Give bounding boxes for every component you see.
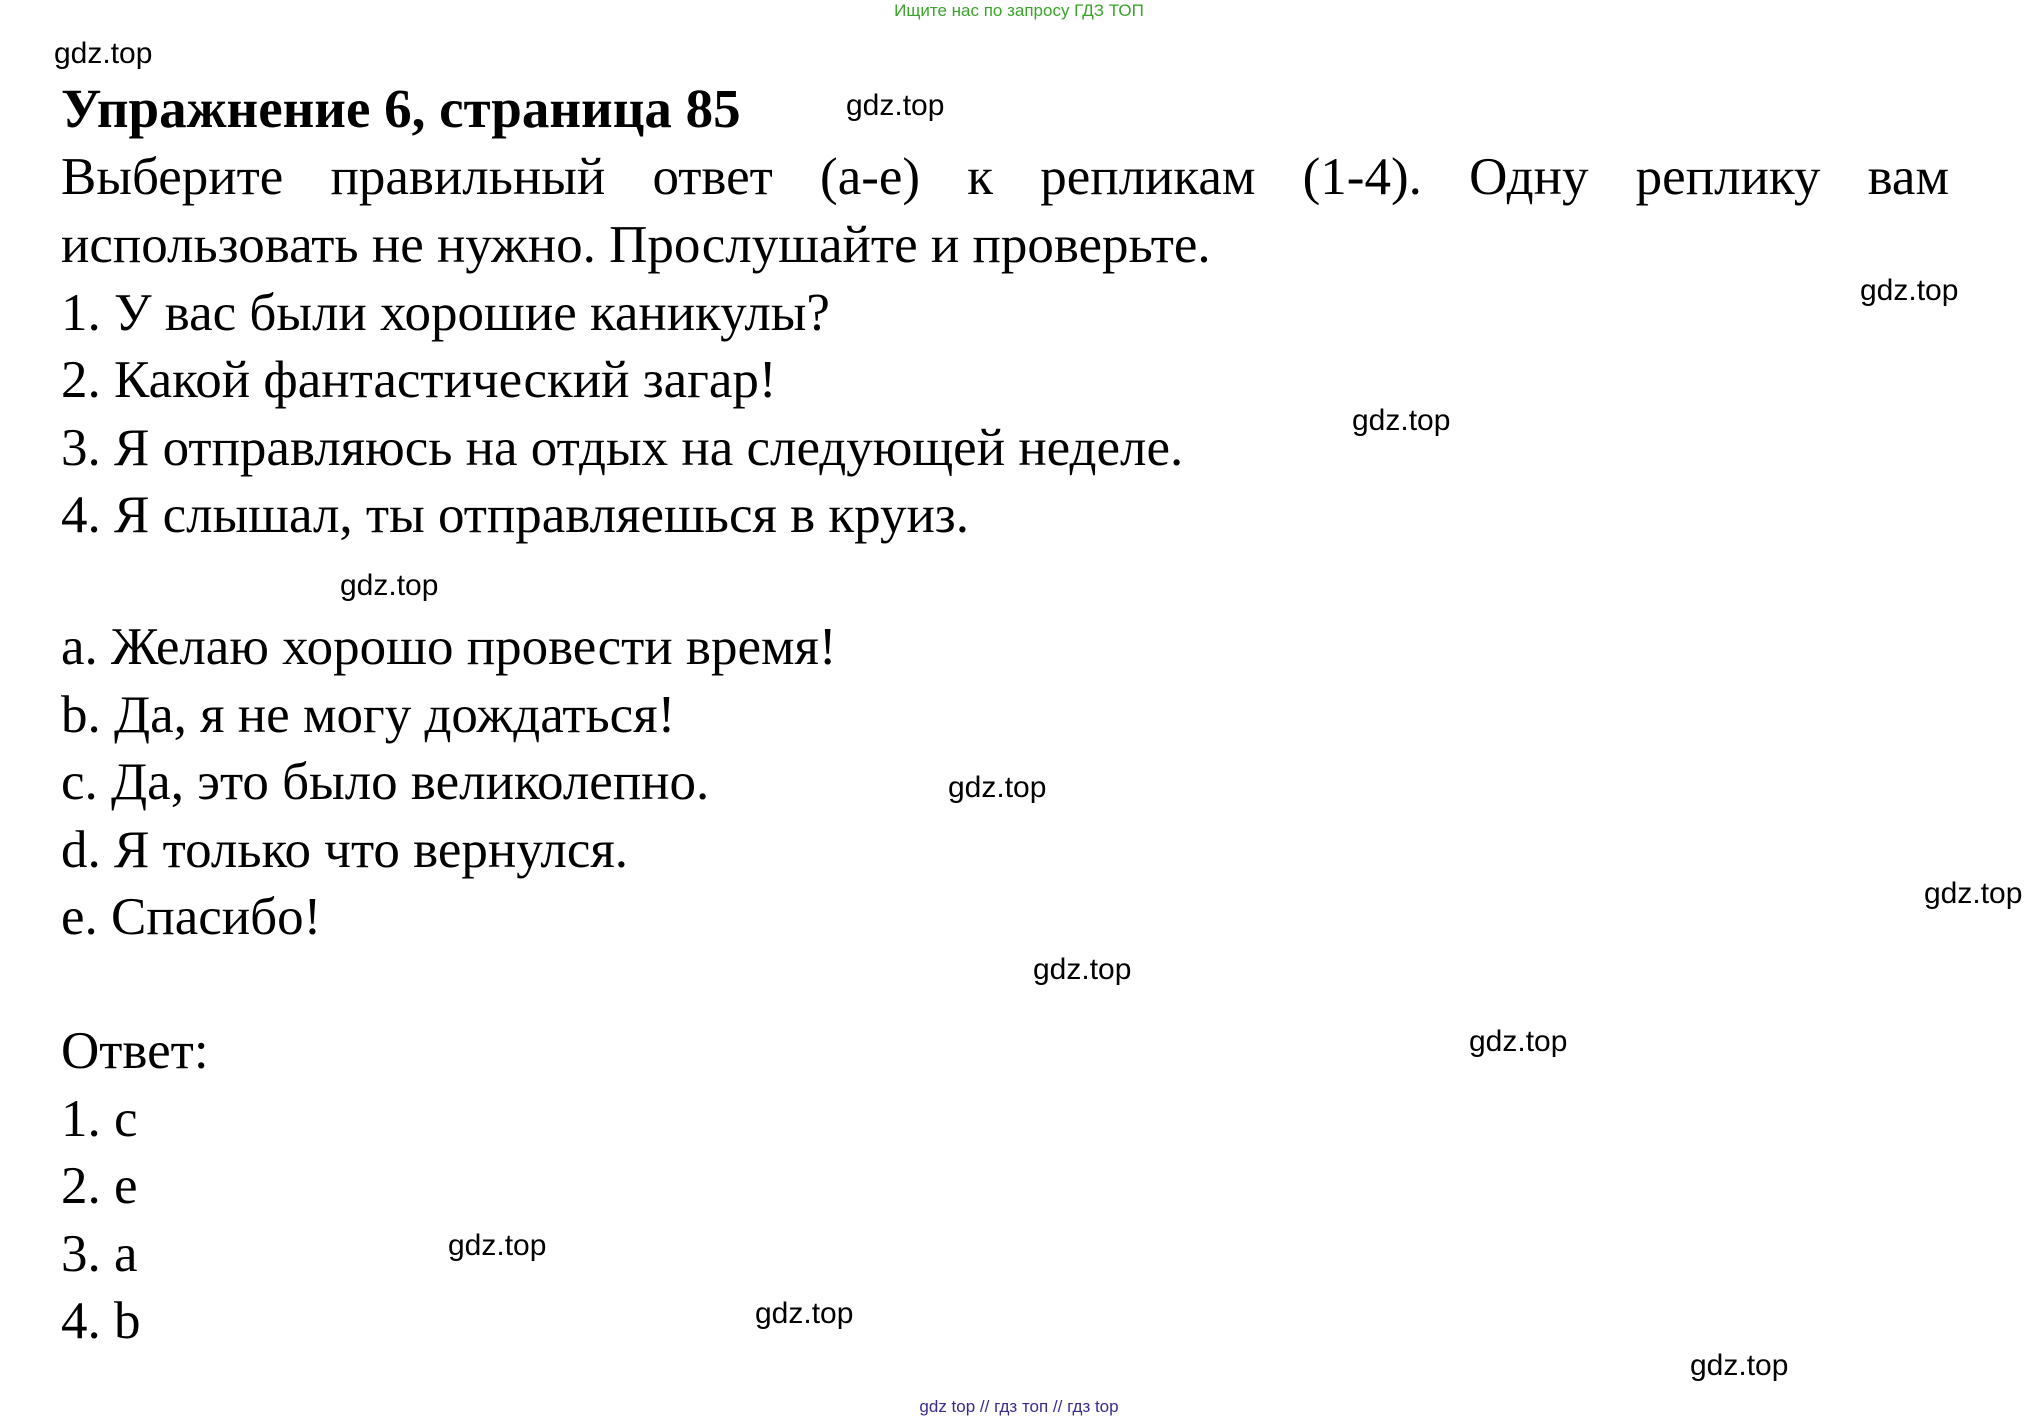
watermark: gdz.top — [846, 89, 945, 122]
response-item: d. Я только что вернулся. — [61, 821, 629, 879]
prompt-item: 4. Я слышал, ты отправляешься в круиз. — [61, 486, 969, 544]
response-item: c. Да, это было великолепно. — [61, 753, 710, 811]
instruction-line: Выберите правильный ответ (a-e) к репликам (1-4). Одну реплику вам — [61, 148, 1949, 206]
prompt-item: 2. Какой фантастический загар! — [61, 351, 777, 409]
answer-item: 2. e — [61, 1157, 138, 1215]
watermark: gdz.top — [54, 37, 153, 70]
footer-links[interactable]: gdz top // гдз топ // гдз top — [919, 1397, 1119, 1416]
watermark: gdz.top — [1690, 1349, 1789, 1382]
instruction — [61, 143, 1949, 279]
watermark: gdz.top — [1860, 274, 1959, 307]
response-item: a. Желаю хорошо провести время! — [61, 618, 837, 676]
response-item: e. Спасибо! — [61, 888, 322, 946]
exercise-title: Упражнение 6, страница 85 — [61, 78, 741, 139]
answer-item: 3. a — [61, 1225, 138, 1283]
prompt-item: 3. Я отправляюсь на отдых на следующей неделе. — [61, 419, 1184, 477]
answer-item: 4. b — [61, 1292, 141, 1350]
response-item: b. Да, я не могу дождаться! — [61, 686, 676, 744]
watermark: gdz.top — [448, 1229, 547, 1262]
watermark: gdz.top — [948, 771, 1047, 804]
instruction-line: использовать не нужно. Прослушайте и проверьте. — [61, 216, 1211, 274]
watermark: gdz.top — [1033, 953, 1132, 986]
watermark: gdz.top — [1924, 877, 2023, 910]
watermark: gdz.top — [1469, 1025, 1568, 1058]
prompt-item: 1. У вас были хорошие каникулы? — [61, 284, 830, 342]
watermark: gdz.top — [1352, 404, 1451, 437]
watermark: gdz.top — [755, 1297, 854, 1330]
search-banner[interactable]: Ищите нас по запросу ГДЗ ТОП — [894, 1, 1144, 20]
answer-heading: Ответ: — [61, 1022, 209, 1080]
watermark: gdz.top — [340, 569, 439, 602]
answer-item: 1. c — [61, 1090, 138, 1148]
